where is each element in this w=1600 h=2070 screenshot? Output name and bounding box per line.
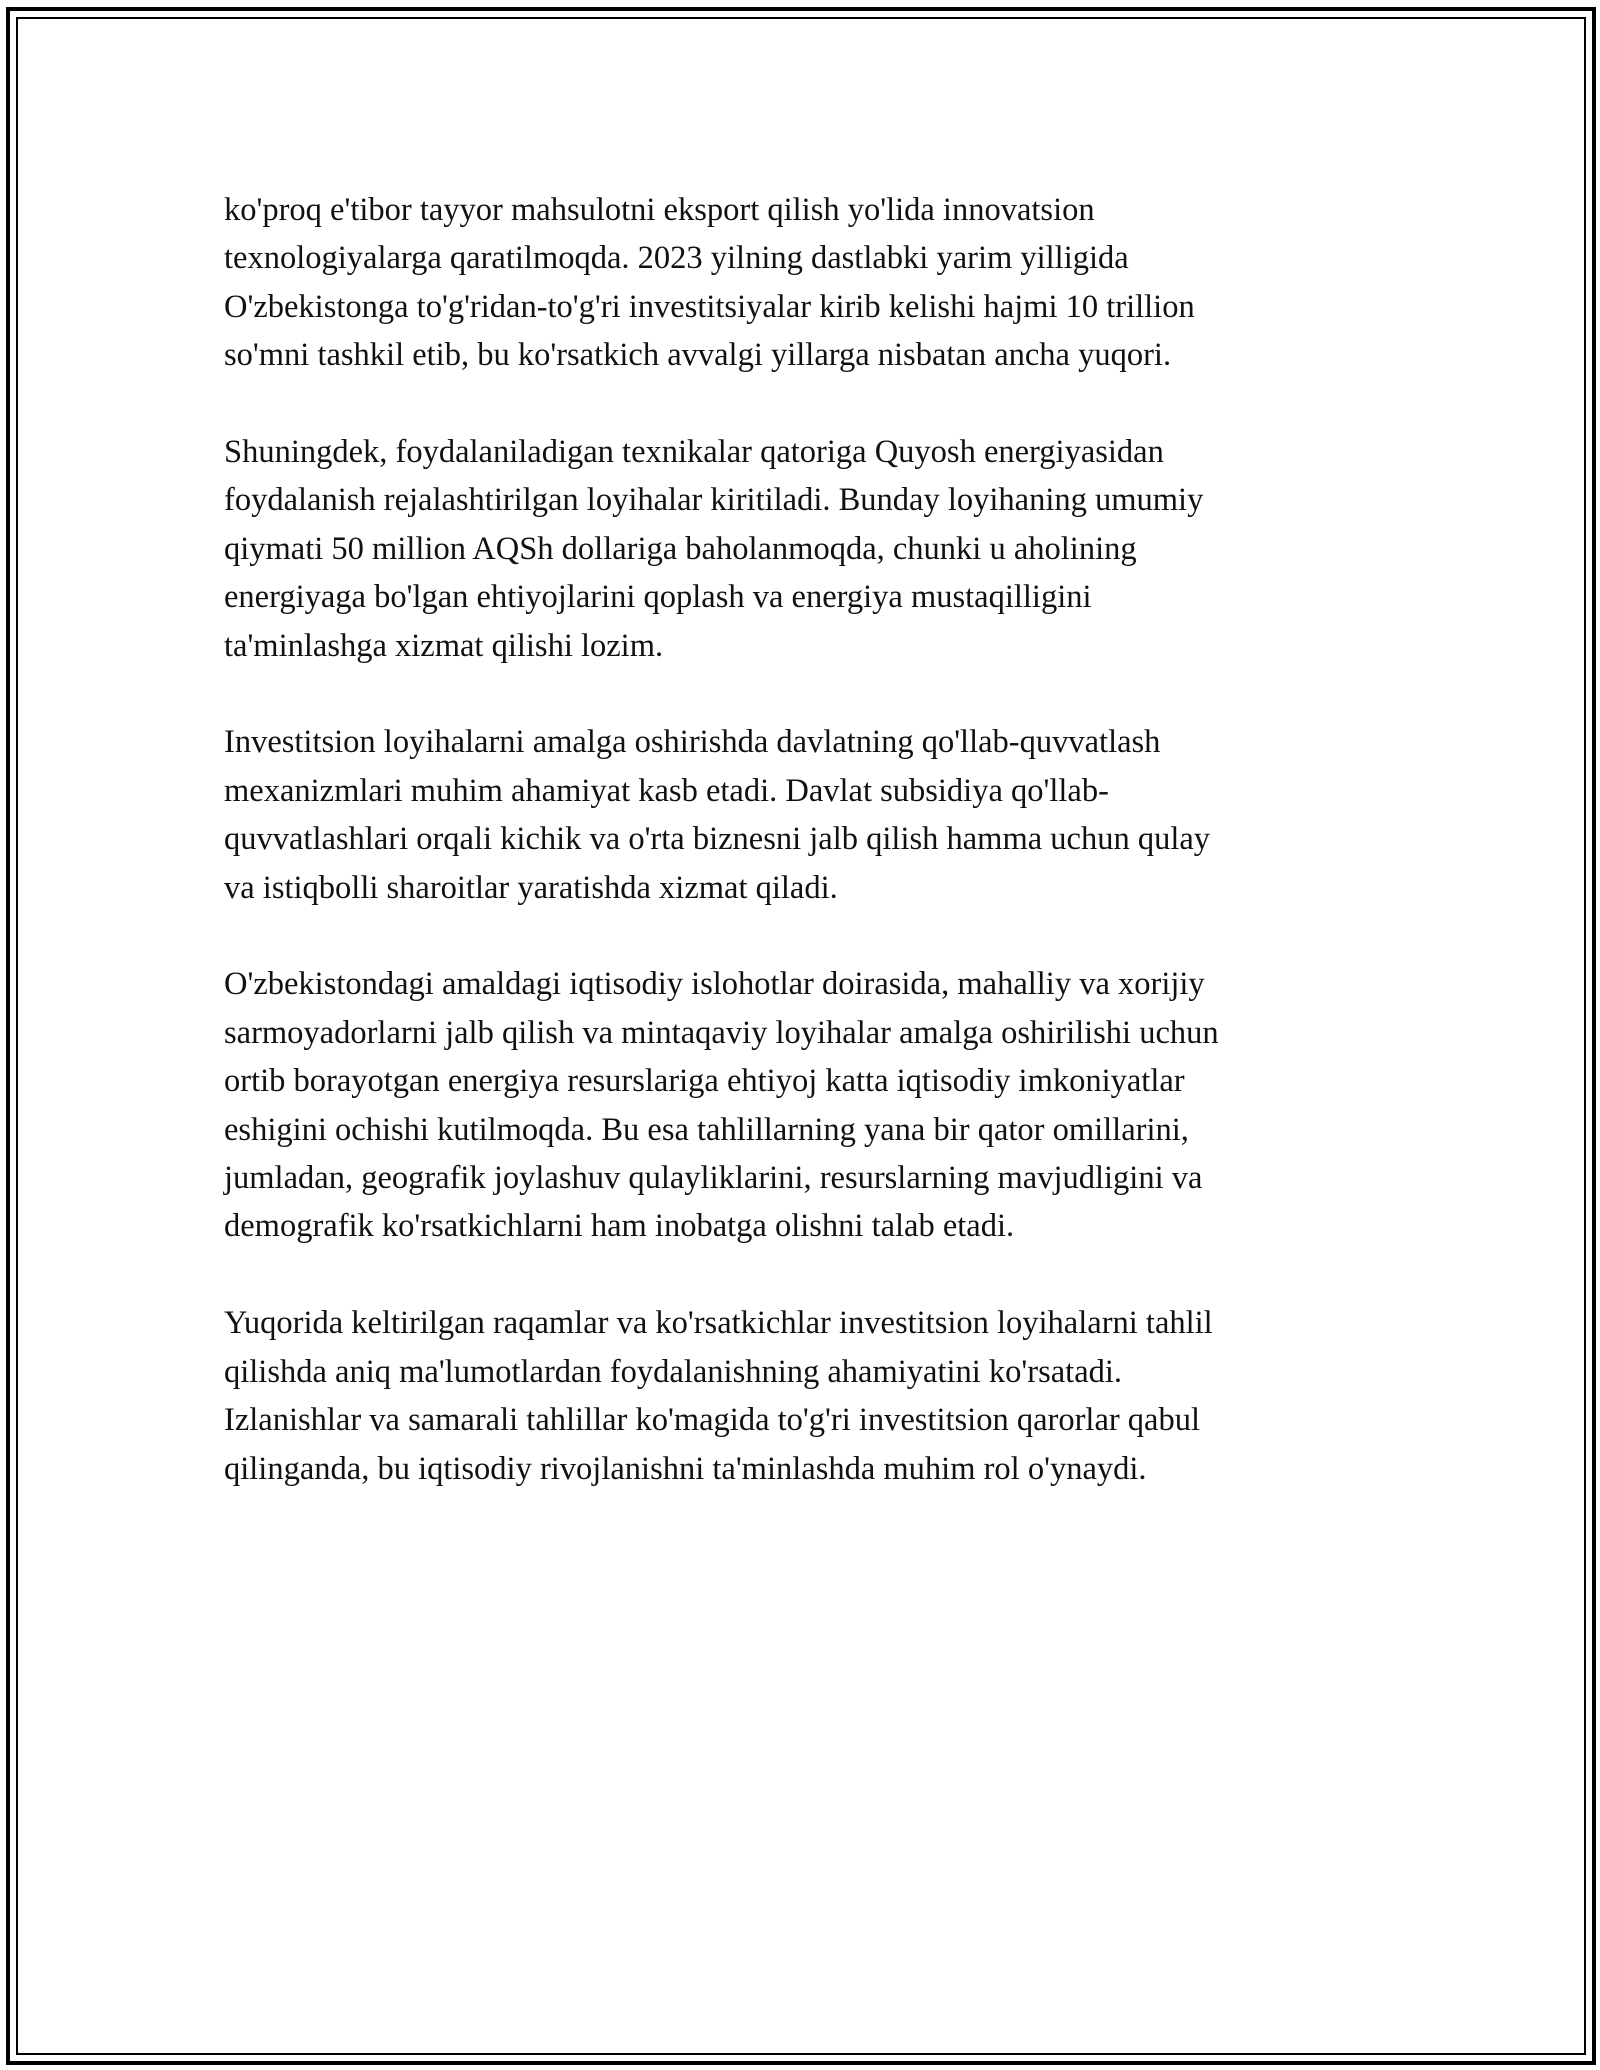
paragraph-economic-reforms: O'zbekistondagi amaldagi iqtisodiy islohotlar doirasida, mahalliy va xorijiy sarmoyadorlarni jalb qilish va mintaqaviy loyihalar amalga oshirilishi uchun ortib borayotgan energiya resurslariga ehtiyoj katta iqtisodiy imkoniyatlar eshigini ochishi kutilmoqda. Bu esa tahlillarning yana bir qator omillarini, jumladan, geografik joylashuv qulayliklarini, resurslarning mavjudligini va demografik ko'rsatkichlarni ham inobatga olishni talab etadi. — [224, 966, 1219, 1245]
paragraph-analysis-conclusion: Yuqorida keltirilgan raqamlar va ko'rsatkichlar investitsion loyihalarni tahlil qilishda aniq ma'lumotlardan foydalanishning ahamiyatini ko'rsatadi. Izlanishlar va samarali tahlillar ko'magida to'g'ri investitsion qarorlar qabul qilinganda, bu iqtisodiy rivojlanishni ta'minlashda muhim rol o'ynaydi. — [224, 1305, 1213, 1487]
document-body — [224, 186, 1364, 1541]
paragraph-state-support: Investitsion loyihalarni amalga oshirishda davlatning qo'llab-quvvatlash mexanizmlari muhim ahamiyat kasb etadi. Davlat subsidiya qo'llab- quvvatlashlari orqali kichik va o'rta biznesni jalb qilish hamma uchun qulay va istiqbolli sharoitlar yaratishda xizmat qiladi. — [224, 724, 1211, 906]
paragraph-solar-energy-project: Shuningdek, foydalaniladigan texnikalar qatoriga Quyosh energiyasidan foydalanish rejalashtirilgan loyihalar kiritiladi. Bunday loyihaning umumiy qiymati 50 million AQSh dollariga baholanmoqda, chunki u aholining energiyaga bo'lgan ehtiyojlarini qoplash va energiya mustaqilligini ta'minlashga xizmat qilishi lozim. — [224, 434, 1204, 664]
paragraph-export-investment: ko'proq e'tibor tayyor mahsulotni eksport qilish yo'lida innovatsion texnologiyalarga qaratilmoqda. 2023 yilning dastlabki yarim yilligida O'zbekistonga to'g'ridan-to'g'ri investitsiyalar kirib kelishi hajmi 10 trillion so'mni tashkil etib, bu ko'rsatkich avvalgi yillarga nisbatan ancha yuqori. — [224, 192, 1195, 374]
